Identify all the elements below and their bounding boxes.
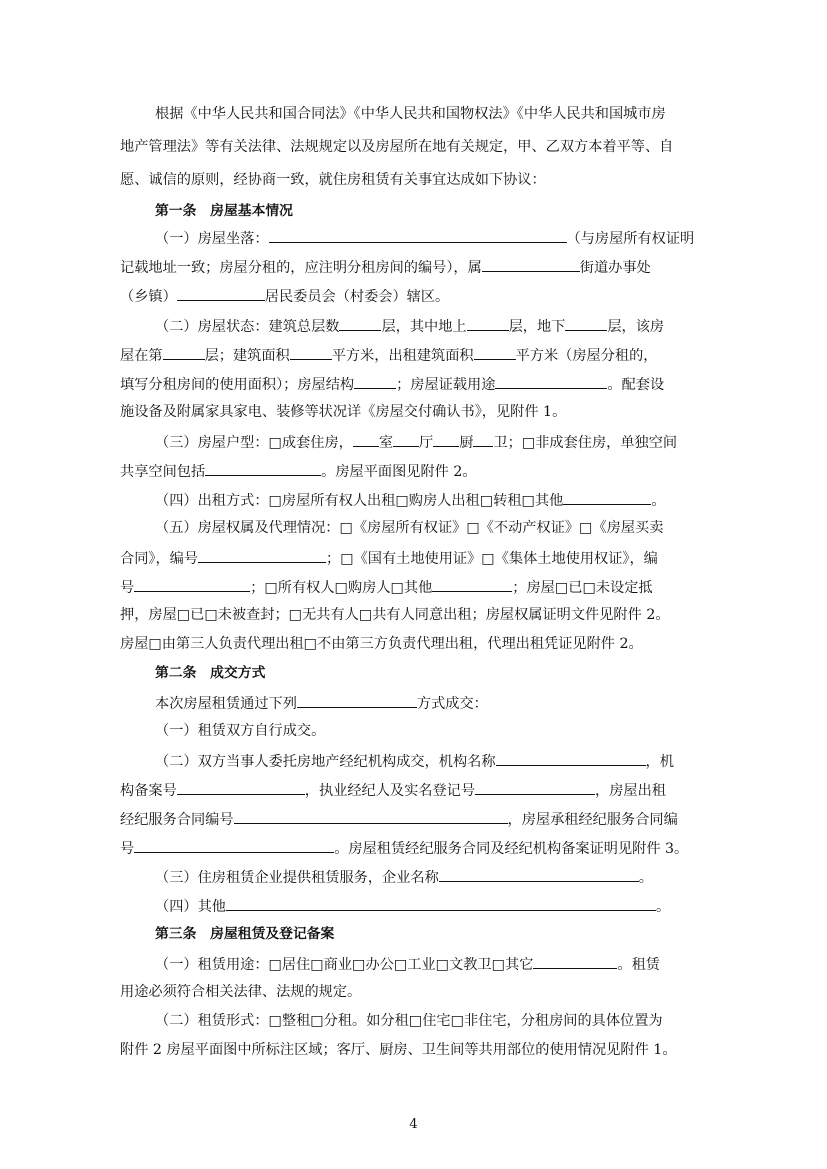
- blank-field[interactable]: [533, 953, 617, 969]
- paragraph-line: （乡镇） 居民委员会（村委会）辖区。: [120, 285, 710, 307]
- paragraph-line: （三）住房租赁企业提供租赁服务，企业名称 。: [155, 866, 710, 888]
- paragraph-line: （四）其他 。: [155, 895, 710, 917]
- blank-field[interactable]: [432, 576, 512, 592]
- blank-field[interactable]: [495, 373, 607, 389]
- blank-field[interactable]: [134, 576, 250, 592]
- blank-field[interactable]: [393, 431, 419, 447]
- blank-field[interactable]: [177, 779, 305, 795]
- blank-field[interactable]: [482, 256, 580, 272]
- blank-field[interactable]: [297, 692, 417, 708]
- blank-field[interactable]: [354, 373, 396, 389]
- blank-field[interactable]: [496, 750, 646, 766]
- paragraph-line: 号 ；□所有权人□购房人□其他 ；房屋□已□未设定抵: [120, 576, 710, 598]
- blank-field[interactable]: [353, 431, 379, 447]
- blank-field[interactable]: [565, 315, 607, 331]
- blank-field[interactable]: [205, 460, 321, 476]
- blank-field[interactable]: [474, 344, 516, 360]
- blank-field[interactable]: [198, 547, 326, 563]
- paragraph-line: （五）房屋权属及代理情况：□《房屋所有权证》□《不动产权证》□《房屋买卖: [155, 520, 664, 536]
- paragraph-line: 施设备及附属家具家电、装修等状况详《房屋交付确认书》，见附件 1。: [120, 404, 567, 420]
- blank-field[interactable]: [467, 315, 509, 331]
- blank-field[interactable]: [269, 227, 567, 243]
- paragraph-line: 本次房屋租赁通过下列 方式成交：: [155, 692, 710, 714]
- blank-field[interactable]: [177, 285, 265, 301]
- paragraph-line: 合同》，编号 ；□《国有土地使用证》□《集体土地使用权证》，编: [120, 547, 710, 569]
- paragraph-line: （三）房屋户型：□成套住房， 室 厅 厨 卫；□非成套住房，单独空间: [155, 431, 710, 453]
- paragraph-line: （二）双方当事人委托房地产经纪机构成交，机构名称 ，机: [155, 750, 710, 772]
- paragraph-line: （二）房屋状态：建筑总层数 层，其中地上 层，地下 层，该房: [155, 315, 710, 337]
- paragraph-line: 共享空间包括 。房屋平面图见附件 2。: [120, 460, 710, 482]
- blank-field[interactable]: [163, 344, 205, 360]
- paragraph-line: （一）房屋坐落： （与房屋所有权证明: [155, 227, 710, 249]
- blank-field[interactable]: [473, 431, 493, 447]
- blank-field[interactable]: [475, 779, 595, 795]
- blank-field[interactable]: [439, 866, 639, 882]
- paragraph-line: 号 。房屋租赁经纪服务合同及经纪机构备案证明见附件 3。: [120, 837, 710, 859]
- blank-field[interactable]: [290, 344, 332, 360]
- paragraph-line: 填写分租房间的使用面积）；房屋结构 ；房屋证载用途 。配套设: [120, 373, 710, 395]
- paragraph-line: 押，房屋□已□未被查封；□无共有人□共有人同意出租；房屋权属证明文件见附件 2。: [120, 607, 670, 623]
- blank-field[interactable]: [563, 489, 651, 505]
- blank-field[interactable]: [433, 431, 459, 447]
- paragraph-line: 经纪服务合同编号 ，房屋承租经纪服务合同编: [120, 808, 710, 830]
- paragraph-line: 屋在第 层；建筑面积 平方米，出租建筑面积 平方米（房屋分租的，: [120, 344, 710, 366]
- paragraph-line: 地产管理法》等有关法律、法规规定以及房屋所在地有关规定，甲、乙双方本着平等、自: [120, 139, 674, 155]
- paragraph-line: 愿、诚信的原则，经协商一致，就住房租赁有关事宜达成如下协议：: [120, 172, 546, 188]
- paragraph-line: （四）出租方式：□房屋所有权人出租□购房人出租□转租□其他 。: [155, 489, 710, 511]
- paragraph-line: （一）租赁用途：□居住□商业□办公□工业□文教卫□其它 。租赁: [155, 953, 710, 975]
- paragraph-line: （二）租赁形式：□整租□分租。如分租□住宅□非住宅，分租房间的具体位置为: [155, 1013, 663, 1029]
- paragraph-line: 根据《中华人民共和国合同法》《中华人民共和国物权法》《中华人民共和国城市房: [155, 106, 666, 122]
- paragraph-line: 记载地址一致；房屋分租的，应注明分租房间的编号），属 街道办事处: [120, 256, 710, 278]
- blank-field[interactable]: [234, 808, 508, 824]
- article-heading: 第一条 房屋基本情况: [155, 203, 293, 219]
- article-heading: 第三条 房屋租赁及登记备案: [155, 926, 335, 942]
- blank-field[interactable]: [134, 837, 334, 853]
- paragraph-line: （一）租赁双方自行成交。: [155, 723, 326, 739]
- blank-field[interactable]: [339, 315, 381, 331]
- page-number: 4: [409, 1117, 418, 1132]
- paragraph-line: 用途必须符合相关法律、法规的规定。: [120, 984, 362, 1000]
- paragraph-line: 附件 2 房屋平面图中所标注区域；客厅、厨房、卫生间等共用部位的使用情况见附件 1。: [120, 1042, 677, 1058]
- paragraph-line: 构备案号 ，执业经纪人及实名登记号 ，房屋出租: [120, 779, 710, 801]
- blank-field[interactable]: [226, 895, 656, 911]
- article-heading: 第二条 成交方式: [155, 665, 266, 681]
- paragraph-line: 房屋□由第三人负责代理出租□不由第三方负责代理出租，代理出租凭证见附件 2。: [120, 636, 643, 652]
